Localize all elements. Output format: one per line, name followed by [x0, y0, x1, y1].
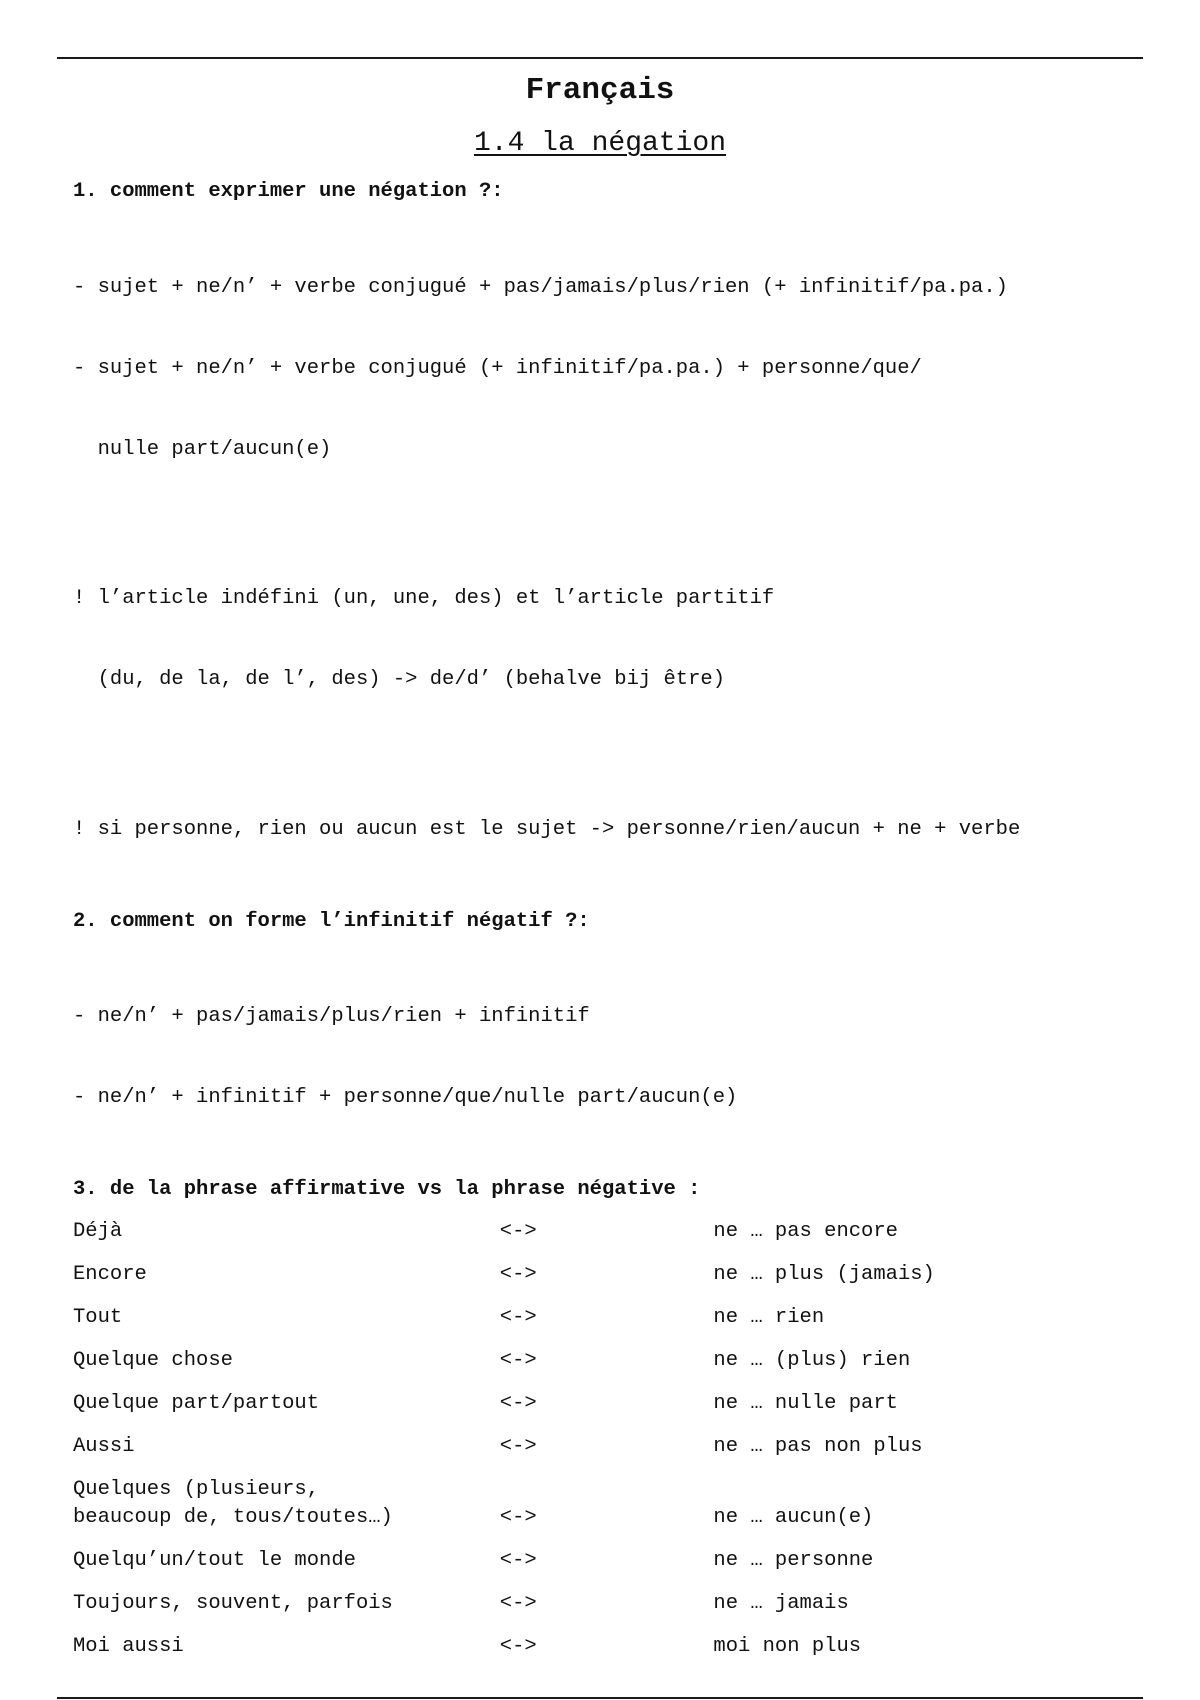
negative-cell: ne … (plus) rien — [713, 1348, 911, 1372]
arrow-cell: <-> — [499, 1219, 537, 1243]
table-row — [73, 1390, 1153, 1433]
section-1-note-2 — [73, 762, 1153, 897]
negation-table — [73, 1218, 1153, 1676]
negative-cell: ne … aucun(e) — [713, 1505, 874, 1529]
affirmative-cell: Quelqu’un/tout le monde — [73, 1548, 356, 1572]
rule-line: nulle part/aucun(e) — [73, 438, 332, 462]
bottom-rule — [57, 1697, 1143, 1699]
negative-cell: ne … plus (jamais) — [713, 1262, 935, 1286]
arrow-cell: <-> — [499, 1305, 537, 1329]
section-3-heading: 3. de la phrase affirmative vs la phrase négative : — [73, 1178, 701, 1202]
negative-cell: ne … rien — [713, 1305, 825, 1329]
section-2-heading: 2. comment on forme l’infinitif négatif ?: — [73, 910, 590, 934]
table-row — [73, 1347, 1153, 1390]
table-row — [73, 1304, 1153, 1347]
table-row — [73, 1218, 1153, 1261]
table-row — [73, 1261, 1153, 1304]
table-row — [73, 1590, 1153, 1633]
table-row — [73, 1633, 1153, 1676]
arrow-cell: <-> — [499, 1348, 537, 1372]
table-row — [73, 1433, 1153, 1476]
negative-cell: ne … pas encore — [713, 1219, 898, 1243]
negative-cell: ne … jamais — [713, 1591, 849, 1615]
affirmative-cell: Quelque chose — [73, 1348, 233, 1372]
negative-cell: ne … pas non plus — [713, 1434, 923, 1458]
rule-line: - sujet + ne/n’ + verbe conjugué (+ infinitif/pa.pa.) + personne/que/ — [73, 357, 922, 381]
negative-cell: moi non plus — [713, 1634, 862, 1658]
affirmative-cell: Déjà — [73, 1219, 123, 1243]
table-row — [73, 1476, 1153, 1547]
arrow-cell: <-> — [499, 1262, 537, 1286]
rule-line: - sujet + ne/n’ + verbe conjugué + pas/jamais/plus/rien (+ infinitif/pa.pa.) — [73, 276, 1008, 300]
table-row — [73, 1547, 1153, 1590]
negative-cell: ne … personne — [713, 1548, 874, 1572]
arrow-cell: <-> — [499, 1634, 537, 1658]
arrow-cell: <-> — [499, 1391, 537, 1415]
section-2-rules — [73, 949, 1153, 1165]
rule-line: - ne/n’ + infinitif + personne/que/nulle part/aucun(e) — [73, 1086, 738, 1110]
document-page — [73, 58, 1153, 1676]
arrow-cell: <-> — [499, 1591, 537, 1615]
section-1-note-1 — [73, 531, 1153, 747]
affirmative-cell: Tout — [73, 1305, 123, 1329]
affirmative-cell: Aussi — [73, 1434, 135, 1458]
rule-line: - ne/n’ + pas/jamais/plus/rien + infinitif — [73, 1005, 590, 1029]
arrow-cell: <-> — [499, 1434, 537, 1458]
affirmative-cell: Toujours, souvent, parfois — [73, 1591, 393, 1615]
arrow-cell: <-> — [499, 1548, 537, 1572]
arrow-cell: <-> — [499, 1505, 537, 1529]
note-line: ! si personne, rien ou aucun est le sujet -> personne/rien/aucun + ne + verbe — [73, 818, 1021, 842]
note-line: ! l’article indéfini (un, une, des) et l’article partitif — [73, 587, 775, 611]
page-title: Français — [525, 73, 675, 108]
note-line: (du, de la, de l’, des) -> de/d’ (behalve bij être) — [73, 668, 726, 692]
page-subtitle: 1.4 la négation — [473, 128, 727, 160]
negative-cell: ne … nulle part — [713, 1391, 898, 1415]
affirmative-cell: Encore — [73, 1262, 147, 1286]
affirmative-cell: Quelques (plusieurs, beaucoup de, tous/toutes…) — [73, 1477, 393, 1529]
affirmative-cell: Moi aussi — [73, 1634, 184, 1658]
section-1-rules — [73, 220, 1153, 517]
affirmative-cell: Quelque part/partout — [73, 1391, 320, 1415]
section-1-heading: 1. comment exprimer une négation ?: — [73, 179, 504, 203]
